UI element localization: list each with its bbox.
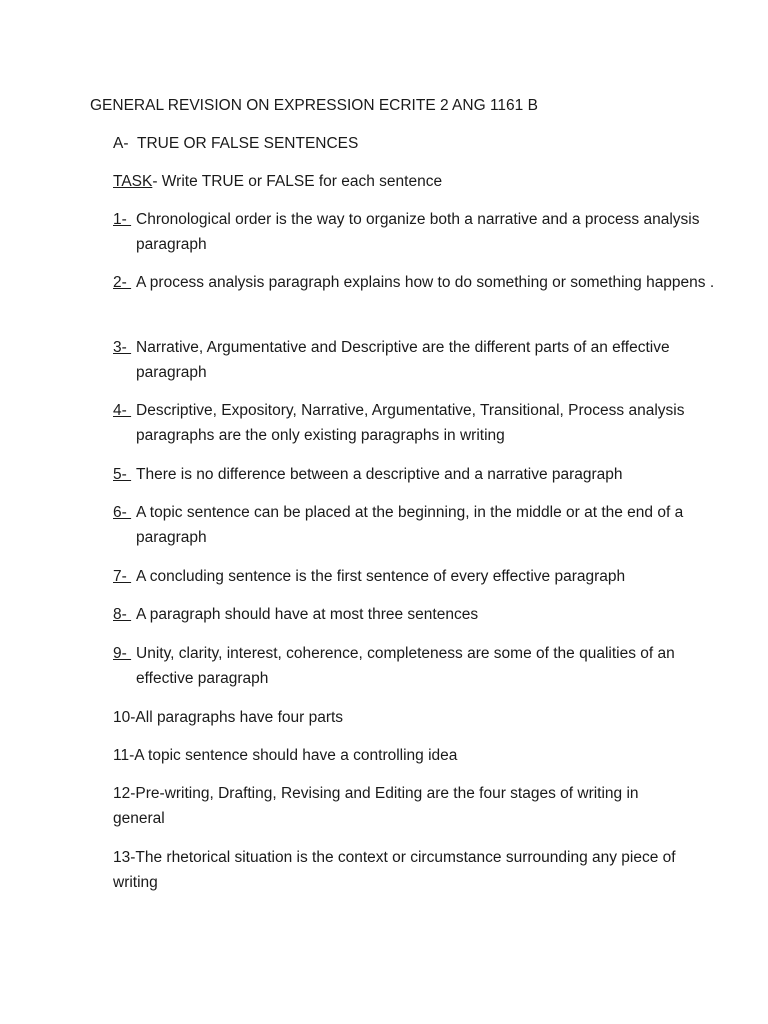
item-text: A topic sentence can be placed at the beginning, in the middle or at the end of a paragraph xyxy=(136,504,684,546)
item-number: 3- xyxy=(113,339,132,356)
item-number: 4- xyxy=(113,402,132,419)
item-text: Unity, clarity, interest, coherence, completeness are some of the qualities of an effective paragraph xyxy=(136,645,675,687)
list-item xyxy=(113,641,716,691)
list-item xyxy=(113,335,716,385)
item-number: 8- xyxy=(113,606,132,623)
list-item xyxy=(113,462,716,487)
section-heading xyxy=(113,131,358,156)
list-item xyxy=(113,602,716,627)
item-text: Pre-writing, Drafting, Revising and Editing are the four stages of writing in general xyxy=(113,785,639,827)
item-text: A topic sentence should have a controlling idea xyxy=(134,747,458,764)
task-instruction xyxy=(113,169,442,194)
item-number: 6- xyxy=(113,504,132,521)
list-item xyxy=(113,398,716,448)
item-number: 13- xyxy=(113,849,136,866)
item-text: All paragraphs have four parts xyxy=(135,709,344,726)
item-text: Narrative, Argumentative and Descriptive are the different parts of an effective paragraph xyxy=(136,339,670,381)
list-item xyxy=(113,564,716,589)
task-text: - Write TRUE or FALSE for each sentence xyxy=(152,173,443,190)
item-text: Chronological order is the way to organize both a narrative and a process analysis paragraph xyxy=(136,211,700,253)
item-number: 11- xyxy=(113,747,135,764)
item-number: 10- xyxy=(113,709,136,726)
list-item xyxy=(113,500,716,550)
item-number: 5- xyxy=(113,466,132,483)
item-text: The rhetorical situation is the context or circumstance surrounding any piece of writing xyxy=(113,849,676,891)
list-item xyxy=(113,207,716,257)
section-title: TRUE OR FALSE SENTENCES xyxy=(137,135,359,152)
item-number: 1- xyxy=(113,211,132,228)
item-number: 9- xyxy=(113,645,132,662)
list-item xyxy=(113,845,693,895)
item-text: A paragraph should have at most three sentences xyxy=(136,606,479,623)
item-number: 7- xyxy=(113,568,132,585)
section-letter: A- xyxy=(113,135,129,152)
list-item xyxy=(113,743,693,768)
item-text: Descriptive, Expository, Narrative, Argumentative, Transitional, Process analysis paragraphs are the only existing paragraphs in writing xyxy=(136,402,685,444)
item-number: 12- xyxy=(113,785,136,802)
document-title: GENERAL REVISION ON EXPRESSION ECRITE 2 ANG 1161 B xyxy=(90,97,538,114)
item-number: 2- xyxy=(113,274,132,291)
task-label: TASK xyxy=(113,173,153,190)
list-item xyxy=(113,270,716,295)
list-item xyxy=(113,781,693,831)
item-text: There is no difference between a descriptive and a narrative paragraph xyxy=(136,466,623,483)
item-text: A concluding sentence is the first sentence of every effective paragraph xyxy=(136,568,626,585)
list-item xyxy=(113,705,693,730)
item-text: A process analysis paragraph explains how to do something or something happens . xyxy=(136,274,715,291)
